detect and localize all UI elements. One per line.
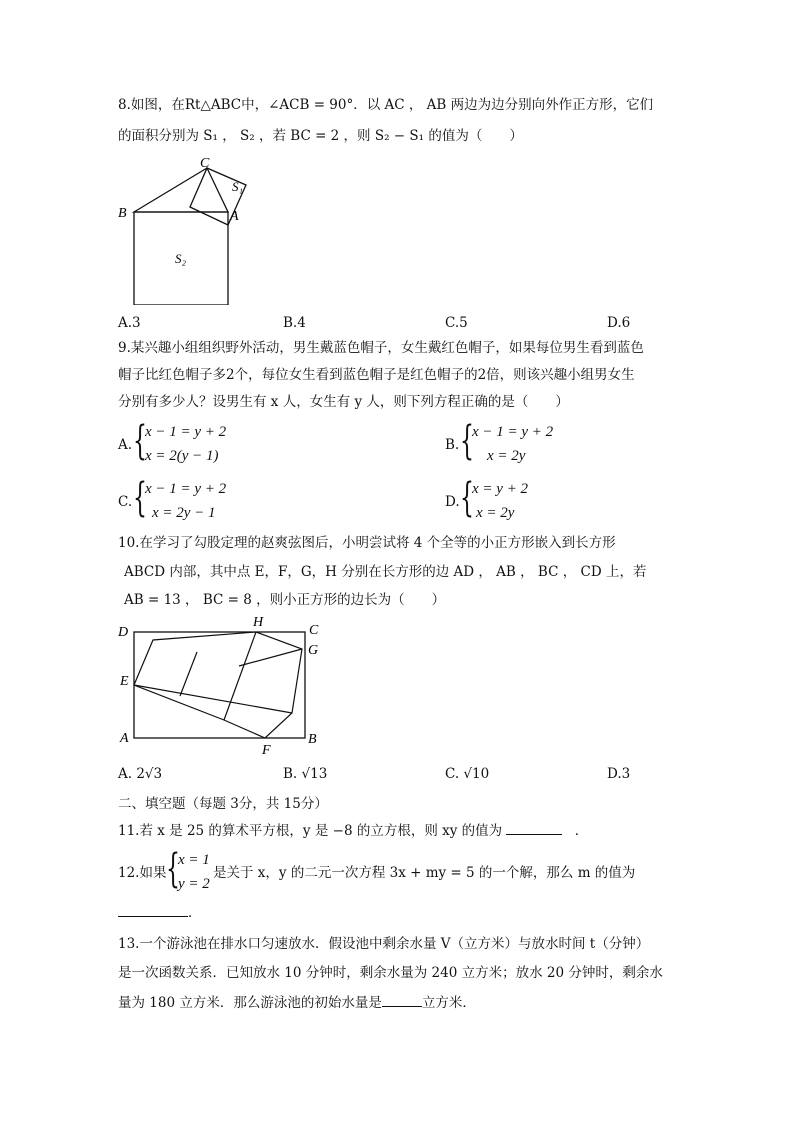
outer-shape (134, 632, 302, 738)
q10-line3: AB = 13 ， BC = 8 ，则小正方形的边长为（ ） (124, 592, 446, 608)
q8-option-c[interactable]: C.5 (445, 315, 468, 331)
q9-option-c-label: C. (118, 494, 133, 510)
q13-line3-text: 量为 180 立方米．那么游泳池的初始水量是 (118, 995, 382, 1011)
q11-text: 11.若 x 是 25 的算术平方根，y 是 −8 的立方根，则 xy 的值为 (118, 823, 503, 839)
q12-line (118, 848, 718, 898)
q9-a-eq2: x = 2(y − 1) (145, 448, 219, 464)
q9-option-b-label: B. (445, 437, 460, 453)
q10-line1: 10.在学习了勾股定理的赵爽弦图后，小明尝试将 4 个全等的小正方形嵌入到长方形 (118, 535, 616, 551)
q12-answer-blank[interactable] (118, 902, 188, 917)
q12-eq1: x = 1 (178, 852, 210, 868)
label-c: C (200, 156, 210, 171)
q9-option-a-label: A. (118, 437, 133, 453)
q9-option-a[interactable] (118, 420, 318, 470)
q8-line1: 8.如图，在Rt△ABC中，∠ACB = 90°．以 AC ， AB 两边为边分别向外作正方形，它们 (118, 97, 654, 113)
divider-3 (239, 632, 256, 666)
brace-icon: { (460, 475, 474, 521)
q9-line3: 分别有多少人？设男生有 x 人，女生有 y 人，则下列方程正确的是（ ） (118, 394, 569, 410)
triangle-abc (134, 168, 228, 212)
q9-d-eq2: x = 2y (476, 505, 515, 521)
q12-tail: ． (188, 905, 202, 921)
q11-tail: ． (574, 823, 589, 839)
q11-answer-blank[interactable] (506, 820, 562, 835)
q10-option-c[interactable]: C. √10 (445, 766, 490, 782)
q8-option-d[interactable]: D.6 (607, 315, 631, 331)
q8-option-b[interactable]: B.4 (283, 315, 306, 331)
q9-line1: 9.某兴趣小组组织野外活动，男生戴蓝色帽子，女生戴红色帽子，如果每位男生看到蓝色 (118, 340, 644, 356)
label-s1: S₁ (232, 179, 244, 194)
q8-figure (110, 155, 280, 305)
label-a: A (120, 731, 129, 746)
brace-icon: { (166, 846, 180, 892)
q12-prefix: 12.如果 (118, 865, 167, 881)
section-heading: 二、填空题（每题 3分，共 15分） (118, 796, 328, 812)
q9-b-eq1: x − 1 = y + 2 (472, 424, 554, 440)
q9-line2: 帽子比红色帽子多2个，每位女生看到蓝色帽子是红色帽子的2倍，则该兴趣小组男女生 (118, 367, 635, 383)
q12-answer-line (118, 902, 202, 923)
q10-option-d[interactable]: D.3 (607, 766, 631, 782)
q13-line3 (118, 992, 476, 1013)
q9-option-c[interactable] (118, 477, 318, 527)
label-b: B (118, 206, 127, 221)
q10-option-b[interactable]: B. √13 (283, 766, 328, 782)
q12-eq2: y = 2 (178, 876, 210, 892)
q13-line3-tail: 立方米． (421, 995, 476, 1011)
q12-suffix: 是关于 x，y 的二元一次方程 3x + my = 5 的一个解，那么 m 的值为 (213, 865, 636, 881)
brace-icon: { (133, 418, 147, 464)
q9-d-eq1: x = y + 2 (472, 481, 529, 497)
q13-answer-blank[interactable] (382, 992, 422, 1007)
q8-option-a[interactable]: A.3 (118, 315, 141, 331)
q13-line1: 13.一个游泳池在排水口匀速放水．假设池中剩余水量 V（立方米）与放水时间 t（分钟） (118, 936, 650, 952)
q9-option-b[interactable] (445, 420, 645, 470)
brace-icon: { (133, 475, 147, 521)
label-b: B (308, 732, 317, 747)
divider-1 (180, 652, 197, 696)
mid-line-lower (134, 685, 292, 713)
q9-option-d[interactable] (445, 477, 645, 527)
q9-c-eq1: x − 1 = y + 2 (145, 481, 227, 497)
q8-line2: 的面积分别为 S₁ ， S₂ ，若 BC = 2 ，则 S₂ − S₁ 的值为（ ） (118, 128, 523, 144)
q9-c-eq2: x = 2y − 1 (152, 505, 216, 521)
divider-2 (224, 632, 256, 720)
label-d: D (118, 625, 129, 640)
rectangle-abcd (134, 632, 305, 738)
label-s2: S₂ (175, 251, 187, 266)
q11-line (118, 820, 588, 841)
label-e: E (120, 674, 129, 689)
q10-figure (112, 612, 332, 760)
label-g: G (308, 643, 319, 658)
q13-line2: 是一次函数关系．已知放水 10 分钟时，剩余水量为 240 立方米；放水 20 分钟时，剩余水 (118, 965, 663, 981)
q9-option-d-label: D. (445, 494, 460, 510)
label-a: A (230, 209, 239, 224)
q9-b-eq2: x = 2y (487, 448, 526, 464)
label-h: H (253, 615, 264, 630)
q9-a-eq1: x − 1 = y + 2 (145, 424, 227, 440)
label-f: F (262, 743, 271, 758)
label-c: C (309, 623, 319, 638)
q10-line2: ABCD 内部，其中点 E，F，G，H 分别在长方形的边 AD ， AB ， BC ， CD 上，若 (124, 564, 647, 580)
q10-option-a[interactable]: A. 2√3 (118, 766, 163, 782)
brace-icon: { (460, 418, 474, 464)
